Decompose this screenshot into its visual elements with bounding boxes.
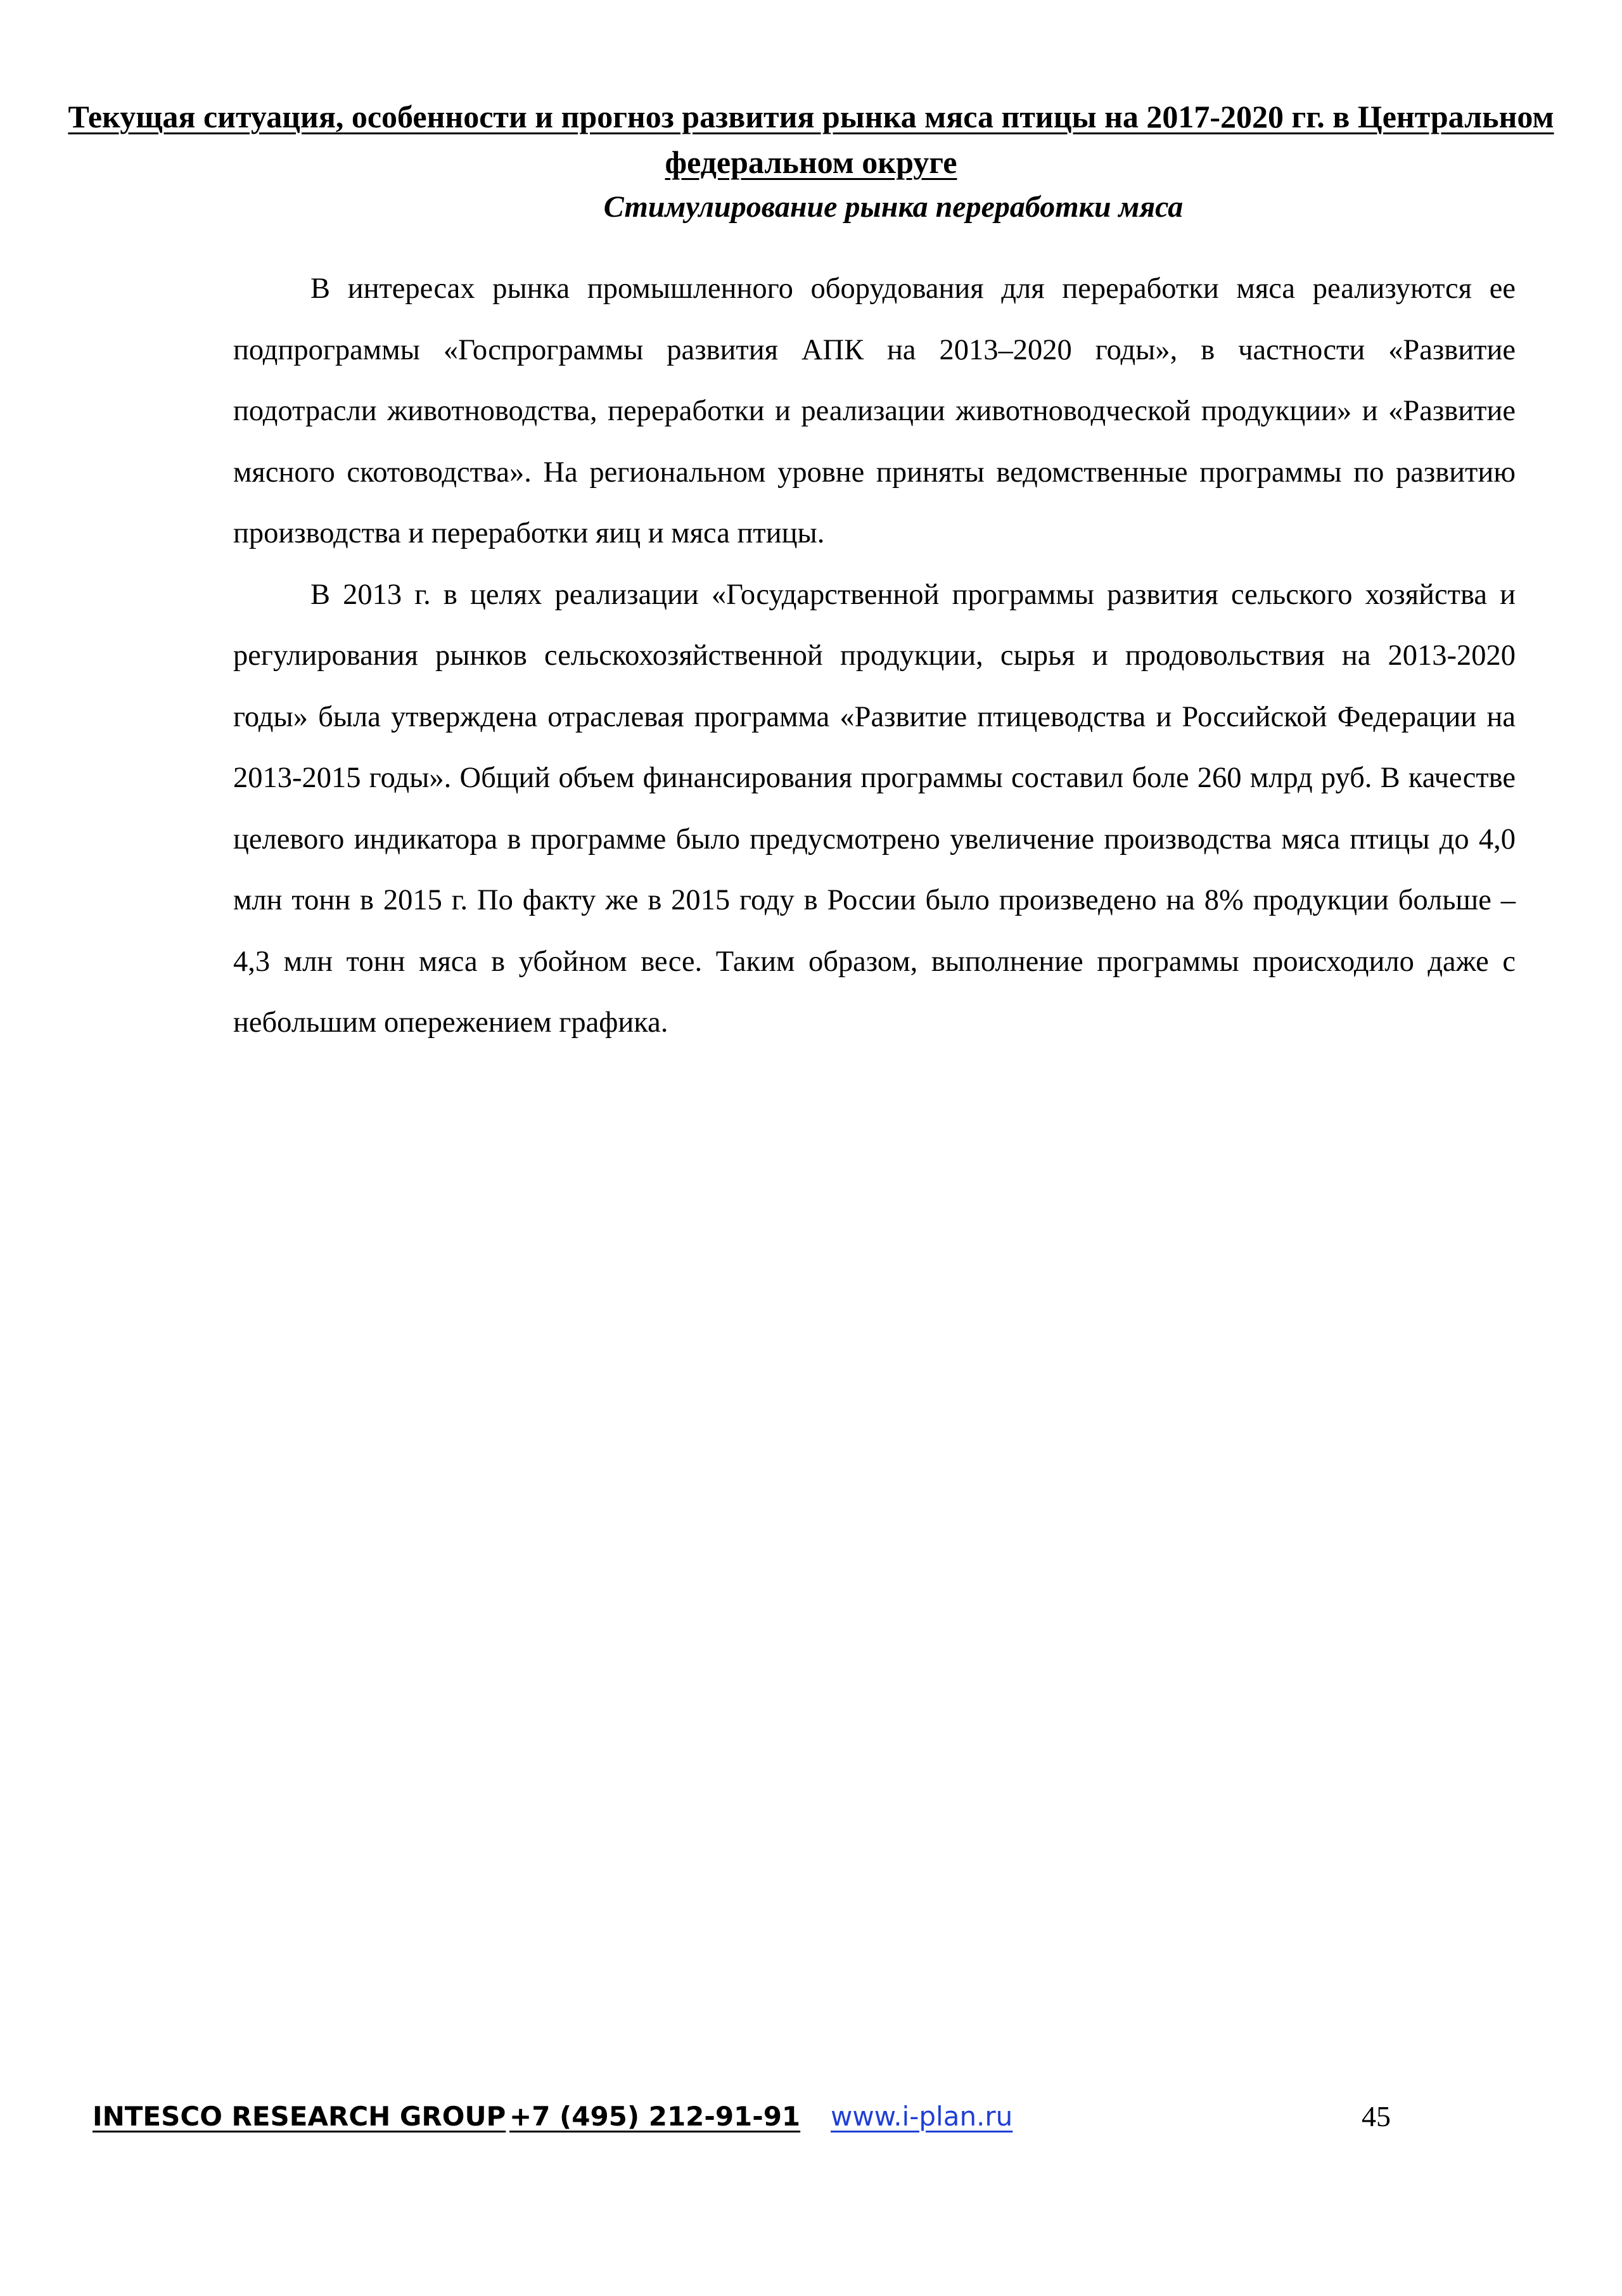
page-footer [93,2091,1423,2142]
paragraph: В интересах рынка промышленного оборудования для переработки мяса реализуются ее подпрограммы «Госпрограммы развития АПК на 2013–2020 годы», в частности «Развитие подотрасли животноводства, переработки и реализации животноводческой продукции» и «Развитие мясного скотоводства». На региональном уровне приняты ведомственные программы по развитию производства и переработки яиц и мяса птицы. [233,273,1516,549]
paragraph: В 2013 г. в целях реализации «Государственной программы развития сельского хозяйства и регулирования рынков сельскохозяйственной продукции, сырья и продовольствия на 2013-2020 годы» была утверждена отраслевая программа «Развитие птицеводства и Российской Федерации на 2013-2015 годы». Общий объем финансирования программы составил боле 260 млрд руб. В качестве целевого индикатора в программе было предусмотрено увеличение производства мяса птицы до 4,0 млн тонн в 2015 г. По факту же в 2015 году в России было произведено на 8% продукции больше – 4,3 млн тонн мяса в убойном весе. Таким образом, выполнение программы происходило даже с небольшим опережением графика. [233,578,1516,1039]
page-number: 45 [1362,2100,1391,2132]
page-title: Текущая ситуация, особенности и прогноз развития рынка мяса птицы на 2017-2020 гг. в Центральном федеральном округе [68,99,1554,180]
footer-company-name: INTESCO RESEARCH GROUP [93,2101,506,2132]
footer-phone: +7 (495) 212-91-91 [509,2101,801,2132]
section-subtitle: Стимулирование рынка переработки мяса [603,190,1184,224]
body-text [233,259,1516,1054]
footer-website-link[interactable]: www.i-plan.ru [831,2101,1013,2132]
